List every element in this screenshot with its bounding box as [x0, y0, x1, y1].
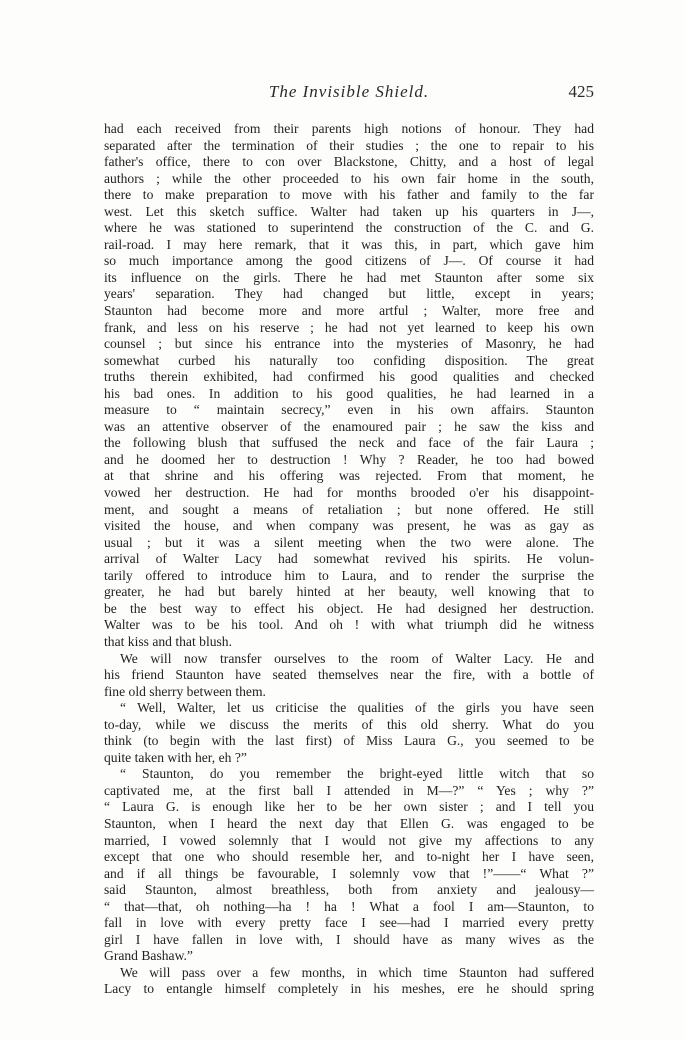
- text-line: that kiss and that blush.: [104, 633, 232, 649]
- text-line: its influence on the girls. There he had met Staunton after some six: [104, 269, 594, 285]
- text-line: Staunton, when I heard the next day that Ellen G. was engaged to be: [104, 815, 594, 831]
- page-number: 425: [568, 82, 594, 101]
- text-line: usual ; but it was a silent meeting when the two were alone. The: [104, 534, 594, 550]
- text-line: Walter was to be his tool. And oh ! with what triumph did he witness: [104, 617, 594, 633]
- text-line: where he was stationed to superintend the construction of the C. and G.: [104, 220, 594, 236]
- text-line: years' separation. They had changed but little, except in years;: [104, 286, 594, 302]
- text-line: fall in love with every pretty face I see—had I married every pretty: [104, 915, 594, 931]
- text-line: at that shrine and his offering was rejected. From that moment, he: [104, 468, 594, 484]
- text-line: so much importance among the good citizens of J—. Of course it had: [104, 253, 594, 269]
- text-line: greater, he had but barely hinted at her beauty, well knowing that to: [104, 584, 594, 600]
- text-line: captivated me, at the first ball I attended in M—?” “ Yes ; why ?”: [104, 782, 594, 798]
- text-line: “ Laura G. is enough like her to be her own sister ; and I tell you: [104, 799, 594, 815]
- text-line: We will pass over a few months, in which time Staunton had suffered: [120, 964, 594, 980]
- text-line: except that one who should resemble her, and to-night her I have seen,: [104, 849, 594, 865]
- running-title: The Invisible Shield.: [268, 82, 430, 101]
- text-line: girl I have fallen in love with, I should have as many wives as the: [104, 931, 594, 947]
- text-line: there to make preparation to move with his father and family to the far: [104, 187, 594, 203]
- text-line: rail-road. I may here remark, that it was this, in part, which gave him: [104, 236, 594, 252]
- running-head: [104, 82, 594, 106]
- text-line: frank, and less on his reserve ; he had not yet learned to keep his own: [104, 319, 594, 335]
- text-line: separated after the termination of their studies ; the one to repair to his: [104, 137, 594, 153]
- text-line: was an attentive observer of the enamoured pair ; he saw the kiss and: [104, 418, 594, 434]
- text-line: visited the house, and when company was present, he was as gay as: [104, 518, 594, 534]
- text-line: ment, and sought a means of retaliation ; but none offered. He still: [104, 501, 594, 517]
- text-line: his bad ones. In addition to his good qualities, he had learned in a: [104, 385, 594, 401]
- text-line: measure to “ maintain secrecy,” even in his own affairs. Staunton: [104, 402, 594, 418]
- text-line: be the best way to effect his object. He had designed her destruction.: [104, 600, 594, 616]
- text-line: Staunton had become more and more artful ; Walter, more free and: [104, 303, 594, 319]
- text-line: Lacy to entangle himself completely in his meshes, ere he should spring: [104, 981, 594, 997]
- text-line: fine old sherry between them.: [104, 683, 266, 699]
- body-text: [104, 121, 594, 998]
- text-line: father's office, there to con over Blackstone, Chitty, and a host of legal: [104, 154, 594, 170]
- text-line: counsel ; but since his entrance into the mysteries of Masonry, he had: [104, 336, 594, 352]
- text-line: somewhat curbed his naturally too confiding disposition. The great: [104, 352, 594, 368]
- text-line: “ that—that, oh nothing—ha ! ha ! What a fool I am—Staunton, to: [104, 898, 594, 914]
- text-line: the following blush that suffused the neck and face of the fair Laura ;: [104, 435, 594, 451]
- text-line: think (to begin with the last first) of Miss Laura G., you seemed to be: [104, 733, 594, 749]
- text-line: west. Let this sketch suffice. Walter had taken up his quarters in J—,: [104, 203, 594, 219]
- text-line: “ Well, Walter, let us criticise the qualities of the girls you have seen: [120, 700, 594, 716]
- text-line: married, I vowed solemnly that I would not give my affections to any: [104, 832, 594, 848]
- text-line: his friend Staunton have seated themselves near the fire, with a bottle of: [104, 667, 594, 683]
- text-line: quite taken with her, eh ?”: [104, 749, 247, 765]
- text-line: and if all things be favourable, I solemnly vow that !”——“ What ?”: [104, 865, 594, 881]
- text-line: said Staunton, almost breathless, both from anxiety and jealousy—: [104, 882, 594, 898]
- text-line: Grand Bashaw.”: [104, 948, 193, 964]
- text-line: tarily offered to introduce him to Laura, and to render the surprise the: [104, 567, 594, 583]
- text-line: “ Staunton, do you remember the bright-eyed little witch that so: [120, 766, 594, 782]
- text-line: to-day, while we discuss the merits of this old sherry. What do you: [104, 716, 594, 732]
- text-line: arrival of Walter Lacy had somewhat revived his spirits. He volun-: [104, 551, 594, 567]
- text-line: truths therein exhibited, had confirmed his good qualities and checked: [104, 369, 594, 385]
- text-line: authors ; while the other proceeded to his own fair home in the south,: [104, 170, 594, 186]
- text-line: We will now transfer ourselves to the room of Walter Lacy. He and: [120, 650, 594, 666]
- text-line: and he doomed her to destruction ! Why ? Reader, he too had bowed: [104, 451, 594, 467]
- text-line: had each received from their parents high notions of honour. They had: [104, 121, 594, 136]
- text-line: vowed her destruction. He had for months brooded o'er his disappoint-: [104, 485, 594, 501]
